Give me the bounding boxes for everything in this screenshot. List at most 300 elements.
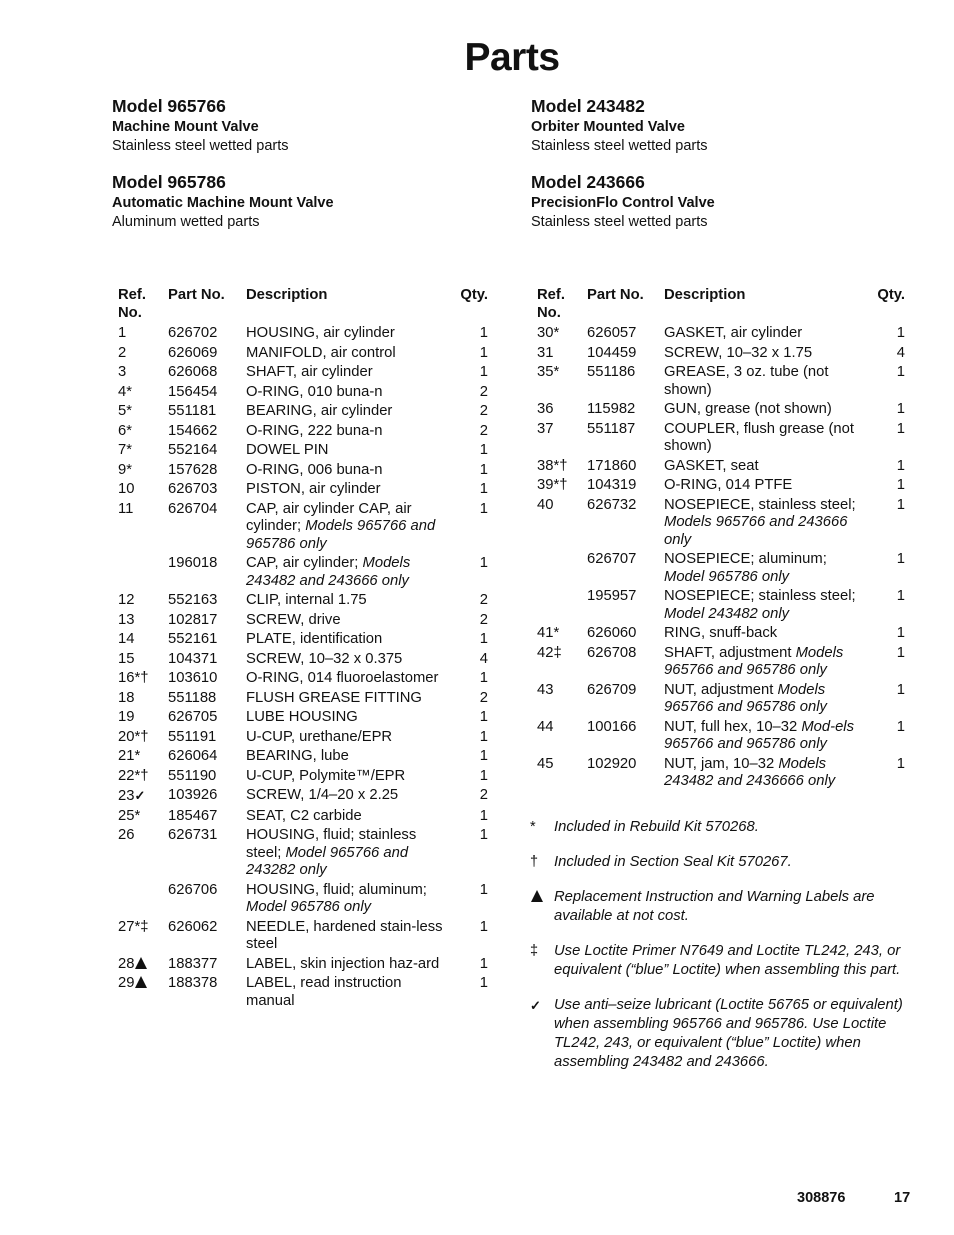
model-name: Model 243666 [531,172,645,192]
quantity: 1 [479,748,488,764]
quantity: 2 [479,787,488,803]
ref-number [118,403,168,423]
part-description [246,384,452,404]
table-row [118,882,488,919]
part-description [246,462,452,482]
ref-number [537,588,587,625]
description-text: SCREW, 10–32 x 1.75 [664,344,813,361]
description-model-note: Models 965766 and 965786 only [246,518,436,552]
ref-number-text: 29 [118,975,135,991]
part-number: 195957 [587,588,637,604]
description-text: NUT, jam, 10–32 [664,755,779,772]
description-text: CLIP, internal 1.75 [246,592,367,608]
description-text: LABEL, read instruction manual [246,975,402,1009]
ref-number [118,345,168,365]
table-row [118,423,488,443]
ref-label: Ref. [118,287,146,303]
part-description [246,442,452,462]
ref-number [118,690,168,710]
quantity: 1 [479,555,488,571]
part-number: 626068 [168,364,218,380]
ref-number [537,497,587,552]
quantity: 1 [479,481,488,497]
part-description [246,423,452,443]
description-text: NOSEPIECE, stainless steel; [664,496,856,513]
ref-number-text: 5* [118,403,132,419]
table-header-row [118,287,488,325]
description-text: CAP, air cylinder CAP, air cylinder; [246,500,412,534]
ref-number-text: 19 [118,709,135,725]
ref-number-text: 44 [537,718,554,735]
quantity: 1 [479,631,488,647]
ref-number-text: 22*† [118,767,149,784]
description-text: SHAFT, air cylinder [246,364,373,380]
footnotes [530,818,910,1088]
ref-number [118,882,168,919]
ref-number-text: 12 [118,592,135,608]
table-row [118,956,488,976]
description-text: NUT, adjustment [664,681,778,698]
description-model-note: Model 965786 only [246,899,372,915]
part-description [246,325,452,345]
table-row [118,403,488,423]
part-number: 552164 [168,442,218,458]
table-row [118,384,488,404]
ref-number [537,401,587,421]
table-row [537,588,905,625]
part-description [246,690,452,710]
footnote-symbol: † [530,854,539,870]
quantity: 1 [479,918,488,935]
part-number: 626708 [587,644,637,661]
quantity: 1 [896,551,905,567]
ref-number-text: 1 [118,325,127,341]
part-number: 188377 [168,955,218,972]
ref-number-text: 35* [537,364,560,380]
ref-number-text: 30* [537,325,560,341]
description-text: FLUSH GREASE FITTING [246,689,422,706]
table-row [118,748,488,768]
part-number: 551186 [587,364,636,380]
ref-number [537,477,587,497]
part-number: 551181 [168,403,217,419]
ref-number [118,325,168,345]
table-row [118,555,488,592]
quantity: 1 [896,718,905,735]
table-row [118,325,488,345]
table-row [118,768,488,788]
table-row [537,401,905,421]
quantity: 1 [896,420,905,437]
ref-number [537,551,587,588]
page-number: 17 [894,1190,911,1206]
description-text: SCREW, drive [246,611,341,628]
part-description [246,481,452,501]
description-text: GUN, grease (not shown) [664,401,832,417]
model-subtitle: Automatic Machine Mount Valve [112,195,334,211]
parts-table-left [118,287,488,1012]
part-number: 102817 [168,611,218,628]
description-text: PISTON, air cylinder [246,481,381,497]
description-text: CAP, air cylinder; [246,555,363,571]
part-description [246,827,452,882]
quantity: 1 [479,767,488,784]
part-number: 626731 [168,827,218,843]
quantity: 1 [896,625,905,641]
part-number: 626703 [168,481,218,497]
footnote [530,942,910,980]
column-header-description: Description [664,287,746,303]
quantity: 4 [479,650,488,667]
footnote-symbol [530,888,554,926]
model-subtitle: Orbiter Mounted Valve [531,119,685,135]
ref-number-text: 26 [118,827,135,843]
table-row [118,651,488,671]
ref-label-2: No. [118,304,142,321]
quantity: 1 [896,681,905,698]
part-description [664,682,869,719]
part-description [246,403,452,423]
table-row [118,592,488,612]
table-row [537,625,905,645]
description-text: HOUSING, air cylinder [246,325,395,341]
table-row [537,421,905,458]
part-number: 626709 [587,681,637,698]
part-number: 626732 [587,496,637,513]
quantity: 2 [479,689,488,706]
ref-number-text: 43 [537,681,554,698]
quantity: 1 [896,457,905,474]
ref-number [118,364,168,384]
part-description [246,555,452,592]
table-row [118,690,488,710]
table-row [537,497,905,552]
quantity: 1 [479,364,488,380]
part-description [664,401,869,421]
description-model-note: Models 965766 and 965786 only [664,644,844,678]
ref-number [118,709,168,729]
quantity: 1 [479,344,488,361]
ref-number-text: 2 [118,344,127,361]
column-header-description: Description [246,287,328,303]
column-header-ref [537,287,587,325]
table-row [118,827,488,882]
description-text: NOSEPIECE; aluminum; [664,551,827,567]
ref-number [118,748,168,768]
part-description [664,551,869,588]
check-mark-icon: ✓ [134,788,146,803]
table-row [537,345,905,365]
description-text: GASKET, seat [664,457,759,474]
quantity: 1 [479,709,488,725]
description-text: U-CUP, urethane/EPR [246,728,393,745]
quantity: 2 [479,611,488,628]
part-number: 551190 [168,767,217,784]
description-text: O-RING, 014 fluoroelastomer [246,670,439,686]
part-description [246,729,452,749]
description-model-note: Models 965766 and 243666 only [664,514,848,548]
model-block [531,172,891,231]
ref-number-text: 6* [118,422,132,439]
table-row [537,682,905,719]
part-description [664,325,869,345]
footnote-text: Use Loctite Primer N7649 and Loctite TL242, 243, or equivalent (“blue” Loctite) when assembling this part. [554,943,901,978]
part-description [664,421,869,458]
part-description [246,592,452,612]
model-description: Stainless steel wetted parts [531,213,708,230]
part-number: 188378 [168,975,218,991]
part-number: 196018 [168,555,218,571]
part-description [246,612,452,632]
part-number: 115982 [587,401,636,417]
table-row [118,631,488,651]
parts-table-right [537,287,905,793]
table-row [118,729,488,749]
part-number: 104459 [587,344,637,361]
description-text: HOUSING, fluid; stainless steel; [246,827,417,861]
part-description [246,882,452,919]
description-model-note: Model 243482 only [664,605,790,622]
description-text: GASKET, air cylinder [664,325,803,341]
table-row [118,975,488,1012]
table-row [537,551,905,588]
ref-number [118,462,168,482]
ref-number-text: 11 [118,500,134,517]
table-row [118,808,488,828]
footnote [530,818,910,837]
ref-number-text: 10 [118,481,135,497]
quantity: 1 [896,325,905,341]
part-description [664,756,869,793]
table-row [537,477,905,497]
ref-number-text: 20*† [118,728,149,745]
ref-number [118,555,168,592]
document-number: 308876 [797,1190,846,1206]
footnote-symbol: ‡ [530,943,539,959]
quantity: 1 [479,975,488,991]
ref-number [118,827,168,882]
model-description: Aluminum wetted parts [112,213,260,230]
part-number: 104319 [587,477,637,493]
description-text: LABEL, skin injection haz-ard [246,955,440,972]
quantity: 1 [479,670,488,686]
table-row [118,364,488,384]
quantity: 1 [479,728,488,745]
part-description [246,670,452,690]
table-row [537,458,905,478]
ref-number-text: 15 [118,650,135,667]
description-text: O-RING, 222 buna-n [246,422,383,439]
part-description [246,501,452,556]
part-description [246,748,452,768]
ref-number [537,756,587,793]
warning-triangle-icon [135,957,147,969]
ref-number [118,787,168,808]
description-text: O-RING, 014 PTFE [664,477,793,493]
part-description [664,497,869,552]
table-row [118,462,488,482]
model-description: Stainless steel wetted parts [112,137,289,154]
part-description [246,975,452,1012]
description-model-note: Mod-els 965766 and 965786 only [664,718,854,752]
quantity: 1 [896,755,905,772]
description-model-note: Models 243482 and 243666 only [246,555,411,589]
table-row [537,325,905,345]
ref-number-text: 27*‡ [118,918,149,935]
ref-number [118,631,168,651]
part-number: 552163 [168,592,218,608]
description-model-note: Model 965766 and 243282 only [246,844,409,878]
ref-number-text: 21* [118,748,141,764]
part-number: 626062 [168,918,218,935]
description-text: U-CUP, Polymite™/EPR [246,767,406,784]
table-row [118,501,488,556]
table-header-row [537,287,905,325]
column-header-qty: Qty. [460,287,488,303]
part-number: 157628 [168,461,218,478]
quantity: 1 [479,500,488,517]
footnote-symbol [530,996,554,1072]
column-header-ref [118,287,168,325]
ref-number-text: 40 [537,496,554,513]
part-number: 626069 [168,344,218,361]
ref-number [118,423,168,443]
table-row [118,670,488,690]
quantity: 1 [896,644,905,661]
ref-number-text: 41* [537,625,560,641]
quantity: 1 [479,807,488,824]
part-description [664,719,869,756]
ref-number-text: 37 [537,420,554,437]
part-number: 626060 [587,625,637,641]
description-text: SCREW, 1/4–20 x 2.25 [246,787,399,803]
description-text: O-RING, 006 buna-n [246,461,383,478]
description-text: RING, snuff-back [664,625,778,641]
quantity: 2 [479,422,488,439]
ref-number [118,592,168,612]
part-number: 551188 [168,689,217,706]
quantity: 1 [479,442,488,458]
part-number: 626064 [168,748,218,764]
table-row [118,442,488,462]
ref-number-text: 14 [118,631,135,647]
quantity: 1 [479,881,488,898]
part-number: 185467 [168,807,218,824]
part-number: 551191 [168,728,217,745]
part-description [246,919,452,956]
part-number: 102920 [587,755,637,772]
part-description [246,787,452,808]
part-description [246,808,452,828]
ref-number [537,345,587,365]
footnote-text: Included in Section Seal Kit 570267. [554,854,792,870]
quantity: 1 [479,955,488,972]
part-number: 551187 [587,420,636,437]
ref-number [118,919,168,956]
ref-number [537,682,587,719]
part-number: 103610 [168,670,218,686]
description-text: HOUSING, fluid; aluminum; [246,881,427,898]
column-header-qty: Qty. [877,287,905,303]
part-description [246,631,452,651]
footnote [530,888,910,926]
ref-number-text: 38*† [537,457,568,474]
ref-number [118,768,168,788]
model-description: Stainless steel wetted parts [531,137,708,154]
quantity: 1 [896,496,905,513]
ref-number-text: 7* [118,442,132,458]
check-mark-icon: ✓ [530,998,541,1013]
ref-label: Ref. [537,287,565,303]
footnote-text: Replacement Instruction and Warning Labels are available at not cost. [554,889,875,924]
table-row [118,345,488,365]
part-number: 100166 [587,718,637,735]
model-block [112,96,472,155]
column-header-part: Part No. [168,287,225,303]
description-text: NUT, full hex, 10–32 [664,718,802,735]
ref-number [537,458,587,478]
ref-number-text: 9* [118,461,132,478]
footnote [530,853,910,872]
description-text: SEAT, C2 carbide [246,807,362,824]
table-row [118,787,488,808]
quantity: 2 [479,592,488,608]
description-text: PLATE, identification [246,631,383,647]
ref-number [537,421,587,458]
column-header-part: Part No. [587,287,644,303]
ref-number [118,956,168,976]
part-description [664,477,869,497]
description-text: NEEDLE, hardened stain-less steel [246,918,443,952]
part-number: 171860 [587,457,637,474]
footnote-text: Use anti–seize lubricant (Loctite 56765 or equivalent) when assembling 965766 and 965786. Use Loctite TL242, 243, or equivalent (“blue” Loctite) when assembling 243482 and 243666. [554,997,903,1070]
ref-number [118,975,168,1012]
ref-number-text: 42‡ [537,644,562,661]
table-row [118,709,488,729]
part-description [664,645,869,682]
part-number: 626704 [168,500,218,517]
table-row [537,756,905,793]
ref-number [118,808,168,828]
quantity: 1 [896,588,905,604]
ref-number-text: 4* [118,383,132,400]
description-text: DOWEL PIN [246,442,329,458]
footnote-symbol: * [530,819,536,835]
model-block [531,96,891,155]
description-text: MANIFOLD, air control [246,344,396,361]
part-description [664,625,869,645]
ref-number [118,651,168,671]
ref-number-text: 13 [118,611,135,628]
quantity: 1 [896,364,905,380]
warning-triangle-icon [135,976,147,988]
description-text: BEARING, lube [246,748,349,764]
ref-number [537,325,587,345]
quantity: 1 [479,325,488,341]
part-description [246,651,452,671]
ref-number [118,501,168,556]
ref-number-text: 16*† [118,670,149,686]
description-model-note: Model 965786 only [664,568,790,585]
model-block [112,172,472,231]
ref-number-text: 45 [537,755,554,772]
ref-number [537,719,587,756]
quantity: 1 [896,477,905,493]
description-text: NOSEPIECE; stainless steel; [664,588,856,604]
part-description [664,345,869,365]
description-text: GREASE, 3 oz. tube (not shown) [664,364,829,398]
quantity: 2 [479,403,488,419]
